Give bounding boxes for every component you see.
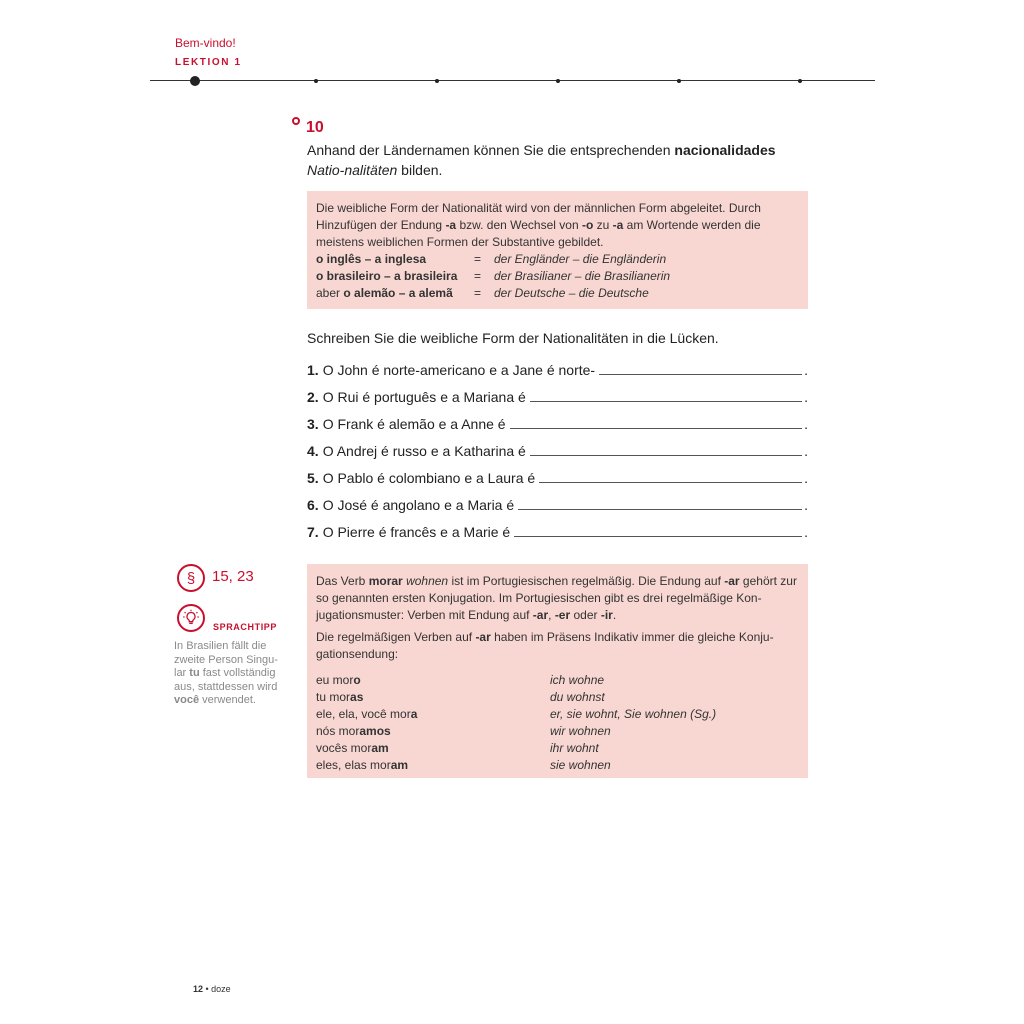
lesson-label: LEKTION 1 (175, 57, 242, 68)
timeline-current-dot (190, 76, 200, 86)
paragraph-section-icon: § (177, 564, 205, 592)
rule-example: o brasileiro – a brasileira = der Brasilianer – die Brasilianerin (316, 269, 671, 283)
exercise-item: 1. O John é norte-americano e a Jane é norte- . (307, 362, 808, 378)
timeline-dot (798, 79, 802, 83)
conjugation-row: nós moramos wir wohnen (316, 724, 611, 738)
rule-example: o inglês – a inglesa = der Engländer – die Engländerin (316, 252, 667, 266)
exercise-item: 4. O Andrej é russo e a Katharina é . (307, 443, 808, 459)
answer-blank[interactable] (530, 455, 802, 456)
rule-text: Die weibliche Form der Nationalität wird von der männlichen Form abgeleitet. Durch Hinzufügen der Endung -a bzw. den Wechsel von -o zu -a am Wortende werden die meistens weiblichen Formen der Substantive gebildet. (316, 201, 761, 249)
exercise-item: 6. O José é angolano e a Maria é . (307, 497, 808, 513)
exercise-item: 5. O Pablo é colombiano e a Laura é . (307, 470, 808, 486)
intro-keyword: nacionalidades (674, 142, 776, 158)
answer-blank[interactable] (514, 536, 802, 537)
exercise-intro: Anhand der Ländernamen können Sie die entsprechenden nacionalidades Natio-nalitäten bilden. (307, 142, 776, 178)
tip-text: In Brasilien fällt die zweite Person Singu-lar tu fast vollständig aus, stattdessen wird você verwendet. (174, 640, 278, 706)
lightbulb-icon (177, 604, 205, 632)
answer-blank[interactable] (518, 509, 802, 510)
grammar-box (307, 564, 808, 778)
exercise-circle-icon (292, 117, 300, 125)
answer-blank[interactable] (530, 401, 802, 402)
answer-blank[interactable] (510, 428, 803, 429)
timeline-dot (556, 79, 560, 83)
header-title: Bem-vindo! (175, 36, 236, 50)
tip-label: SPRACHTIPP (213, 622, 278, 632)
exercise-item: 7. O Pierre é francês e a Marie é . (307, 524, 808, 540)
conjugation-row: eu moro ich wohne (316, 673, 605, 687)
conjugation-row: eles, elas moram sie wohnen (316, 758, 611, 772)
conjugation-row: vocês moram ihr wohnt (316, 741, 599, 755)
grammar-paragraph: Die regelmäßigen Verben auf -ar haben im Präsens Indikativ immer die gleiche Konju-gationsendung: (316, 630, 774, 661)
exercise-instruction: Schreiben Sie die weibliche Form der Nationalitäten in die Lücken. (307, 330, 719, 346)
conjugation-table (316, 672, 799, 774)
exercise-number: 10 (306, 119, 324, 136)
exercise-item: 2. O Rui é português e a Mariana é . (307, 389, 808, 405)
answer-blank[interactable] (539, 482, 802, 483)
page-footer: 12 • doze (193, 984, 231, 994)
grammar-paragraph: Das Verb morar wohnen ist im Portugiesischen regelmäßig. Die Endung auf -ar gehört zur so genannten ersten Konjugation. Im Portugiesischen gibt es drei regelmäßige Kon-jugationsmuster: Verben mit Endung auf -ar, -er oder -ir. (316, 574, 797, 622)
lesson-timeline (150, 80, 875, 81)
conjugation-row: tu moras du wohnst (316, 690, 605, 704)
answer-blank[interactable] (599, 374, 802, 375)
timeline-dot (677, 79, 681, 83)
page-number: 12 (193, 984, 204, 994)
section-references: 15, 23 (212, 568, 254, 585)
rule-example: aber o alemão – a alemã = der Deutsche – die Deutsche (316, 286, 649, 300)
intro-translation: Natio-nalitäten (307, 162, 398, 178)
timeline-dot (314, 79, 318, 83)
rule-box (307, 191, 808, 309)
conjugation-row: ele, ela, você mora er, sie wohnt, Sie wohnen (Sg.) (316, 707, 717, 721)
timeline-dot (435, 79, 439, 83)
exercise-item: 3. O Frank é alemão e a Anne é . (307, 416, 808, 432)
page-word: doze (211, 984, 231, 994)
